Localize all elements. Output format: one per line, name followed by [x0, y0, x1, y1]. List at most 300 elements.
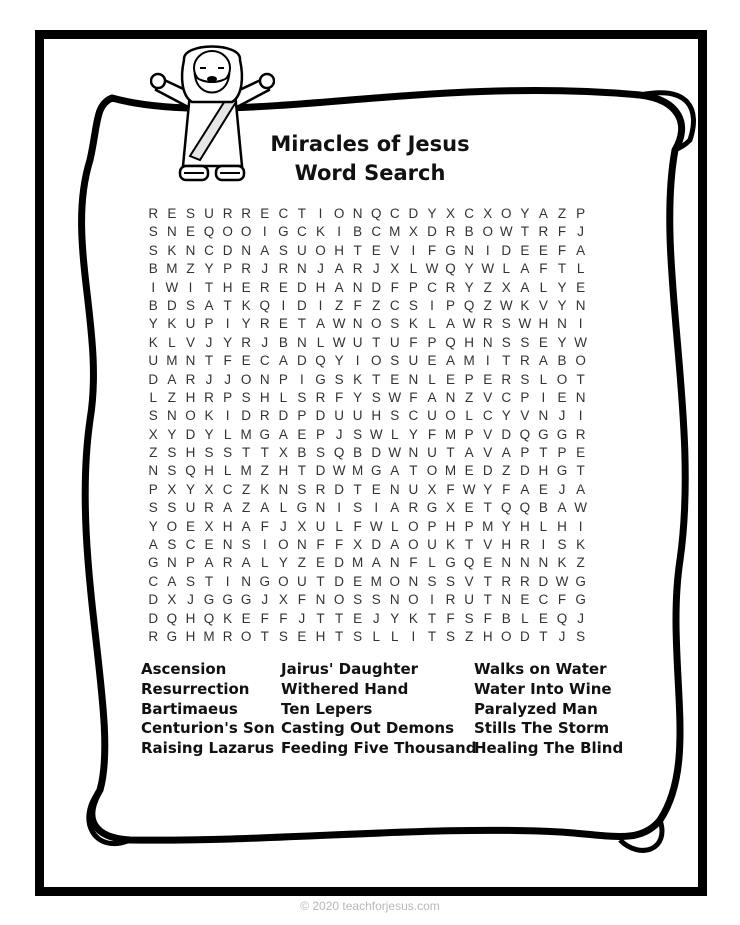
grid-letter: N	[389, 555, 400, 571]
grid-letter: J	[205, 334, 213, 350]
grid-letter: L	[465, 408, 473, 424]
grid-letter: U	[408, 353, 419, 369]
grid-letter: R	[445, 279, 456, 295]
grid-letter: Z	[186, 261, 195, 277]
grid-letter: P	[520, 445, 530, 461]
grid-letter: G	[426, 500, 438, 516]
grid-letter: C	[204, 242, 214, 258]
grid-letter: J	[205, 371, 213, 387]
grid-letter: S	[520, 371, 530, 387]
grid-letter: P	[278, 371, 288, 387]
word-list-column-3	[474, 660, 623, 759]
grid-letter: H	[538, 316, 549, 332]
grid-letter: M	[444, 426, 457, 442]
grid-letter: H	[185, 445, 196, 461]
grid-letter: W	[462, 316, 476, 332]
grid-letter: T	[316, 573, 325, 589]
grid-letter: D	[334, 573, 344, 589]
grid-letter: D	[334, 481, 344, 497]
grid-letter: S	[371, 592, 381, 608]
grid-letter: O	[240, 371, 252, 387]
grid-letter: P	[223, 261, 233, 277]
grid-letter: O	[278, 537, 289, 553]
grid-letter: M	[240, 463, 252, 479]
grid-letter: O	[408, 537, 419, 553]
grid-letter: H	[222, 518, 233, 534]
grid-letter: D	[185, 426, 196, 442]
grid-letter: I	[430, 592, 434, 608]
grid-letter: L	[279, 389, 288, 405]
grid-letter: F	[409, 334, 418, 350]
copyright-footer: © 2020 teachforjesus.com	[300, 899, 440, 913]
grid-letter: P	[464, 371, 474, 387]
grid-letter: U	[464, 592, 474, 608]
grid-letter: P	[576, 206, 586, 221]
grid-letter: H	[222, 279, 233, 295]
grid-row	[144, 205, 590, 223]
grid-row	[144, 334, 590, 352]
grid-letter: R	[185, 371, 196, 387]
grid-letter: U	[352, 408, 363, 424]
grid-letter: A	[520, 481, 530, 497]
grid-letter: S	[427, 573, 437, 589]
grid-letter: K	[223, 610, 233, 626]
grid-letter: P	[297, 408, 307, 424]
grid-letter: A	[538, 206, 548, 221]
grid-letter: H	[315, 628, 326, 644]
grid-letter: P	[464, 426, 474, 442]
grid-letter: Y	[204, 426, 214, 442]
grid-letter: Y	[204, 261, 214, 277]
grid-letter: D	[519, 463, 530, 479]
grid-letter: S	[148, 224, 158, 240]
grid-letter: I	[318, 297, 323, 313]
grid-letter: W	[332, 334, 346, 350]
grid-letter: L	[279, 500, 288, 516]
grid-letter: T	[297, 463, 307, 479]
grid-letter: Z	[149, 445, 158, 461]
grid-letter: U	[427, 537, 437, 553]
grid-letter: N	[185, 242, 196, 258]
word-list-item: Walks on Water	[474, 660, 607, 678]
grid-letter: H	[259, 389, 270, 405]
grid-letter: A	[390, 500, 400, 516]
grid-letter: M	[166, 261, 178, 277]
grid-letter: Z	[242, 500, 251, 516]
grid-letter: Y	[148, 518, 158, 534]
grid-letter: N	[389, 592, 400, 608]
grid-letter: F	[427, 426, 437, 442]
grid-letter: W	[388, 445, 402, 461]
grid-letter: M	[370, 573, 382, 589]
grid-letter: A	[557, 500, 567, 516]
grid-letter: V	[185, 334, 195, 350]
grid-letter: N	[389, 481, 400, 497]
word-list-item: Water Into Wine	[474, 679, 612, 698]
grid-letter: H	[278, 463, 289, 479]
grid-letter: A	[204, 555, 214, 571]
grid-letter: T	[483, 500, 492, 516]
grid-letter: T	[353, 242, 362, 258]
grid-letter: S	[353, 592, 363, 608]
grid-letter: O	[166, 518, 178, 534]
grid-letter: I	[188, 279, 193, 295]
title-line-2: Word Search	[294, 161, 446, 185]
grid-letter: Y	[148, 316, 158, 332]
grid-letter: E	[167, 206, 177, 221]
grid-letter: B	[148, 297, 158, 313]
grid-letter: G	[240, 592, 252, 608]
grid-letter: Y	[185, 481, 195, 497]
grid-letter: L	[223, 426, 232, 442]
grid-letter: K	[315, 224, 325, 240]
grid-letter: E	[241, 353, 251, 369]
grid-letter: F	[446, 610, 455, 626]
grid-letter: V	[483, 537, 493, 553]
grid-letter: H	[519, 518, 530, 534]
grid-letter: A	[446, 316, 456, 332]
grid-row	[144, 554, 590, 572]
word-list-item: Jairus' Daughter	[281, 660, 419, 678]
grid-letter: E	[260, 206, 270, 221]
grid-letter: G	[148, 555, 159, 571]
word-list-item: Bartimaeus	[141, 699, 238, 718]
grid-letter: A	[315, 316, 325, 332]
grid-letter: P	[446, 297, 456, 313]
word-list-item: Healing The Blind	[474, 739, 624, 758]
grid-letter: L	[223, 463, 232, 479]
grid-letter: O	[408, 518, 419, 534]
grid-letter: R	[501, 573, 512, 589]
grid-letter: A	[576, 242, 586, 258]
grid-letter: T	[427, 628, 437, 644]
grid-letter: W	[425, 261, 439, 277]
grid-letter: D	[334, 555, 344, 571]
grid-letter: D	[222, 242, 233, 258]
grid-letter: D	[148, 371, 159, 387]
grid-letter: U	[389, 334, 400, 350]
grid-letter: O	[501, 206, 512, 221]
grid-letter: F	[316, 537, 325, 553]
grid-letter: Q	[519, 500, 531, 516]
grid-letter: S	[334, 371, 344, 387]
grid-letter: Q	[519, 426, 531, 442]
grid-letter: P	[520, 389, 530, 405]
word-list-item: Feeding Five Thousand	[281, 739, 477, 758]
grid-letter: X	[390, 261, 400, 277]
grid-letter: N	[166, 224, 177, 240]
word-list-item: Resurrection	[141, 679, 250, 698]
grid-letter: R	[315, 389, 326, 405]
grid-letter: O	[389, 573, 401, 589]
grid-letter: Y	[557, 297, 567, 313]
grid-letter: S	[167, 537, 177, 553]
grid-letter: N	[501, 592, 512, 608]
grid-letter: L	[539, 518, 548, 534]
grid-letter: O	[333, 206, 345, 221]
grid-letter: W	[518, 316, 532, 332]
grid-letter: K	[204, 408, 214, 424]
grid-letter: K	[576, 537, 586, 553]
grid-letter: D	[371, 537, 382, 553]
grid-letter: R	[222, 555, 233, 571]
grid-letter: U	[297, 573, 307, 589]
grid-letter: R	[148, 628, 159, 644]
grid-row	[144, 352, 590, 370]
grid-letter: J	[298, 610, 306, 626]
word-list-column-2	[281, 660, 476, 759]
grid-letter: K	[557, 555, 567, 571]
grid-letter: D	[408, 206, 419, 221]
grid-letter: F	[353, 297, 362, 313]
grid-letter: Y	[483, 481, 493, 497]
grid-letter: M	[463, 353, 475, 369]
grid-letter: S	[464, 610, 474, 626]
grid-letter: H	[482, 628, 493, 644]
grid-letter: T	[483, 573, 492, 589]
grid-letter: S	[353, 628, 363, 644]
grid-letter: W	[481, 261, 495, 277]
grid-letter: Q	[203, 610, 215, 626]
grid-letter: Q	[463, 555, 475, 571]
grid-letter: K	[167, 316, 177, 332]
grid-letter: A	[520, 279, 530, 295]
grid-letter: C	[408, 408, 419, 424]
grid-letter: S	[353, 426, 363, 442]
grid-letter: E	[538, 334, 548, 350]
grid-letter: W	[165, 279, 179, 295]
grid-letter: O	[315, 242, 326, 258]
grid-letter: G	[538, 426, 549, 442]
grid-letter: C	[222, 481, 233, 497]
grid-letter: N	[241, 242, 252, 258]
grid-letter: Q	[315, 353, 326, 369]
grid-letter: I	[225, 573, 230, 589]
grid-letter: U	[204, 206, 214, 221]
grid-letter: F	[409, 555, 418, 571]
grid-letter: Y	[464, 279, 474, 295]
grid-letter: F	[502, 481, 511, 497]
grid-letter: J	[224, 371, 231, 387]
grid-letter: E	[538, 242, 548, 258]
grid-letter: E	[520, 592, 530, 608]
grid-letter: Z	[483, 279, 492, 295]
grid-letter: F	[390, 279, 399, 295]
grid-letter: I	[411, 628, 416, 644]
grid-letter: H	[538, 463, 549, 479]
grid-letter: O	[445, 408, 456, 424]
grid-letter: I	[318, 206, 323, 221]
grid-letter: B	[538, 500, 548, 516]
grid-letter: L	[428, 555, 436, 571]
grid-letter: H	[445, 518, 456, 534]
grid-letter: P	[427, 518, 437, 534]
grid-letter: Y	[241, 316, 251, 332]
grid-letter: T	[316, 610, 325, 626]
grid-letter: R	[241, 206, 252, 221]
grid-letter: T	[334, 628, 344, 644]
grid-letter: S	[576, 628, 586, 644]
grid-letter: I	[578, 316, 583, 332]
grid-letter: B	[353, 445, 363, 461]
grid-letter: A	[278, 426, 288, 442]
grid-letter: G	[259, 426, 271, 442]
grid-letter: O	[482, 224, 493, 240]
grid-letter: E	[241, 610, 251, 626]
grid-letter: E	[576, 445, 586, 461]
grid-row	[144, 591, 590, 609]
grid-letter: L	[428, 371, 436, 387]
grid-letter: S	[353, 500, 363, 516]
grid-letter: E	[353, 610, 363, 626]
grid-letter: A	[446, 353, 456, 369]
grid-letter: T	[260, 445, 269, 461]
grid-row	[144, 371, 590, 389]
grid-letter: F	[297, 592, 307, 608]
grid-letter: O	[575, 353, 586, 369]
grid-letter: A	[223, 500, 233, 516]
grid-letter: S	[501, 316, 511, 332]
grid-letter: Y	[408, 426, 418, 442]
grid-letter: F	[260, 518, 269, 534]
grid-letter: G	[259, 573, 271, 589]
grid-row	[144, 279, 590, 297]
grid-letter: K	[446, 537, 456, 553]
grid-letter: T	[242, 445, 251, 461]
grid-letter: W	[332, 463, 346, 479]
grid-letter: F	[539, 261, 548, 277]
word-list-item: Withered Hand	[281, 679, 409, 698]
grid-letter: N	[315, 592, 326, 608]
grid-letter: A	[334, 279, 344, 295]
grid-letter: W	[574, 500, 587, 516]
grid-row	[144, 315, 590, 333]
grid-letter: N	[538, 555, 549, 571]
grid-letter: I	[262, 537, 267, 553]
grid-row	[144, 573, 590, 591]
grid-letter: I	[337, 500, 341, 516]
grid-letter: O	[333, 592, 345, 608]
grid-letter: R	[519, 353, 530, 369]
grid-letter: N	[519, 555, 530, 571]
grid-letter: V	[390, 242, 400, 258]
grid-letter: G	[445, 555, 456, 571]
grid-letter: A	[241, 555, 251, 571]
grid-letter: L	[316, 334, 325, 350]
grid-letter: R	[204, 389, 214, 405]
grid-letter: T	[297, 316, 307, 332]
grid-letter: T	[427, 610, 437, 626]
grid-letter: L	[539, 371, 548, 387]
grid-row	[144, 628, 590, 646]
grid-letter: K	[520, 297, 530, 313]
grid-letter: I	[485, 242, 490, 258]
grid-letter: E	[483, 371, 493, 387]
grid-letter: T	[520, 224, 529, 240]
grid-letter: I	[225, 408, 230, 424]
grid-letter: A	[464, 445, 474, 461]
grid-letter: L	[261, 555, 269, 571]
grid-letter: N	[575, 297, 586, 313]
grid-letter: F	[557, 242, 567, 258]
grid-letter: D	[297, 353, 307, 369]
grid-letter: N	[501, 555, 512, 571]
grid-letter: Y	[557, 334, 567, 350]
grid-letter: X	[204, 481, 214, 497]
grid-row	[144, 260, 590, 278]
grid-letter: B	[148, 261, 158, 277]
grid-letter: L	[391, 426, 399, 442]
grid-letter: S	[241, 389, 251, 405]
grid-letter: R	[445, 224, 456, 240]
grid-letter: N	[315, 500, 326, 516]
grid-letter: P	[204, 316, 214, 332]
grid-letter: S	[223, 445, 233, 461]
grid-letter: A	[501, 445, 511, 461]
grid-letter: C	[389, 206, 400, 221]
grid-letter: D	[519, 628, 530, 644]
grid-letter: C	[389, 297, 400, 313]
grid-letter: Z	[464, 389, 474, 405]
grid-letter: B	[297, 445, 307, 461]
grid-letter: C	[501, 389, 512, 405]
grid-letter: Q	[166, 610, 178, 626]
grid-letter: Z	[242, 481, 251, 497]
grid-letter: G	[445, 242, 456, 258]
grid-letter: G	[166, 628, 178, 644]
grid-letter: R	[519, 537, 530, 553]
grid-letter: R	[519, 573, 530, 589]
grid-letter: N	[464, 242, 474, 258]
grid-letter: P	[185, 555, 195, 571]
grid-letter: T	[204, 573, 214, 589]
grid-letter: M	[166, 353, 178, 369]
grid-letter: F	[557, 224, 567, 240]
grid-letter: S	[148, 500, 158, 516]
grid-letter: R	[501, 371, 512, 387]
grid-letter: P	[427, 334, 437, 350]
grid-letter: Q	[333, 445, 345, 461]
grid-row	[144, 499, 590, 517]
grid-letter: B	[464, 224, 474, 240]
grid-letter: E	[185, 518, 195, 534]
grid-letter: I	[485, 353, 490, 369]
grid-row	[144, 426, 590, 444]
grid-letter: D	[482, 463, 493, 479]
grid-letter: D	[538, 573, 549, 589]
grid-letter: X	[278, 445, 288, 461]
grid-letter: L	[372, 628, 380, 644]
grid-letter: A	[241, 518, 251, 534]
grid-letter: S	[204, 445, 214, 461]
grid-row	[144, 481, 590, 499]
grid-letter: M	[352, 555, 364, 571]
grid-letter: I	[225, 316, 230, 332]
grid-letter: J	[558, 408, 566, 424]
grid-letter: L	[502, 261, 511, 277]
grid-letter: Z	[297, 555, 307, 571]
grid-letter: B	[353, 224, 363, 240]
grid-row	[144, 242, 590, 260]
grid-letter: E	[297, 628, 307, 644]
grid-letter: N	[297, 261, 307, 277]
grid-letter: T	[446, 445, 455, 461]
grid-letter: X	[167, 481, 177, 497]
grid-letter: J	[261, 334, 269, 350]
grid-letter: A	[278, 353, 288, 369]
grid-letter: E	[297, 426, 307, 442]
grid-letter: Y	[501, 408, 511, 424]
